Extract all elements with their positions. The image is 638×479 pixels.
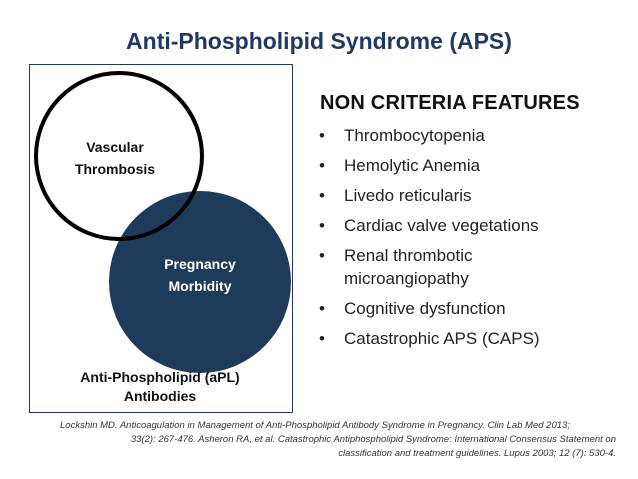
apl-label-line1: Anti-Phospholipid (aPL)	[80, 369, 240, 385]
bullet-icon: •	[319, 216, 325, 235]
feature-text: Cognitive dysfunction	[344, 299, 506, 318]
feature-item	[316, 327, 616, 350]
feature-item	[316, 184, 616, 207]
features-heading: NON CRITERIA FEATURES	[320, 92, 580, 114]
feature-text: Catastrophic APS (CAPS)	[344, 329, 540, 348]
page-title: Anti-Phospholipid Syndrome (APS)	[126, 28, 512, 54]
bullet-icon: •	[319, 329, 325, 348]
feature-text: Thrombocytopenia	[344, 126, 485, 145]
vascular-label-line1: Vascular	[86, 139, 144, 155]
vascular-label-line2: Thrombosis	[74, 161, 156, 177]
pregnancy-label-line2: Morbidity	[168, 278, 232, 294]
apl-label-line2: Antibodies	[123, 388, 197, 404]
pregnancy-morbidity-label	[140, 253, 260, 297]
vascular-thrombosis-label	[50, 136, 180, 180]
feature-text: Hemolytic Anemia	[344, 156, 481, 175]
bullet-icon: •	[319, 126, 325, 145]
reference-line3: classification and treatment guidelines. Lupus 2003; 12 (7): 530-4.	[338, 448, 616, 459]
apl-antibodies-label	[55, 368, 265, 406]
feature-item	[316, 154, 616, 177]
feature-item	[316, 244, 616, 290]
feature-text: Cardiac valve vegetations	[344, 216, 539, 235]
feature-text-continued: microangiopathy	[344, 269, 469, 288]
feature-text: Livedo reticularis	[344, 186, 472, 205]
reference-line1: Lockshin MD. Anticoagulation in Management of Anti-Phospholipid Antibody Syndrome in Pregnancy. Clin Lab Med 2013;	[60, 420, 570, 431]
pregnancy-label-line1: Pregnancy	[164, 256, 236, 272]
bullet-icon: •	[319, 246, 325, 265]
bullet-icon: •	[319, 299, 325, 318]
reference-citation	[60, 419, 616, 461]
feature-item	[316, 214, 616, 237]
bullet-icon: •	[319, 186, 325, 205]
reference-line2: 33(2): 267-476. Asheron RA, et al. Catastrophic Antiphospholipid Syndrome: International Consensus Statement on	[130, 434, 616, 445]
feature-item	[316, 124, 616, 147]
feature-text: Renal thrombotic	[344, 246, 473, 265]
feature-item	[316, 297, 616, 320]
features-list	[316, 124, 616, 357]
bullet-icon: •	[319, 156, 325, 175]
